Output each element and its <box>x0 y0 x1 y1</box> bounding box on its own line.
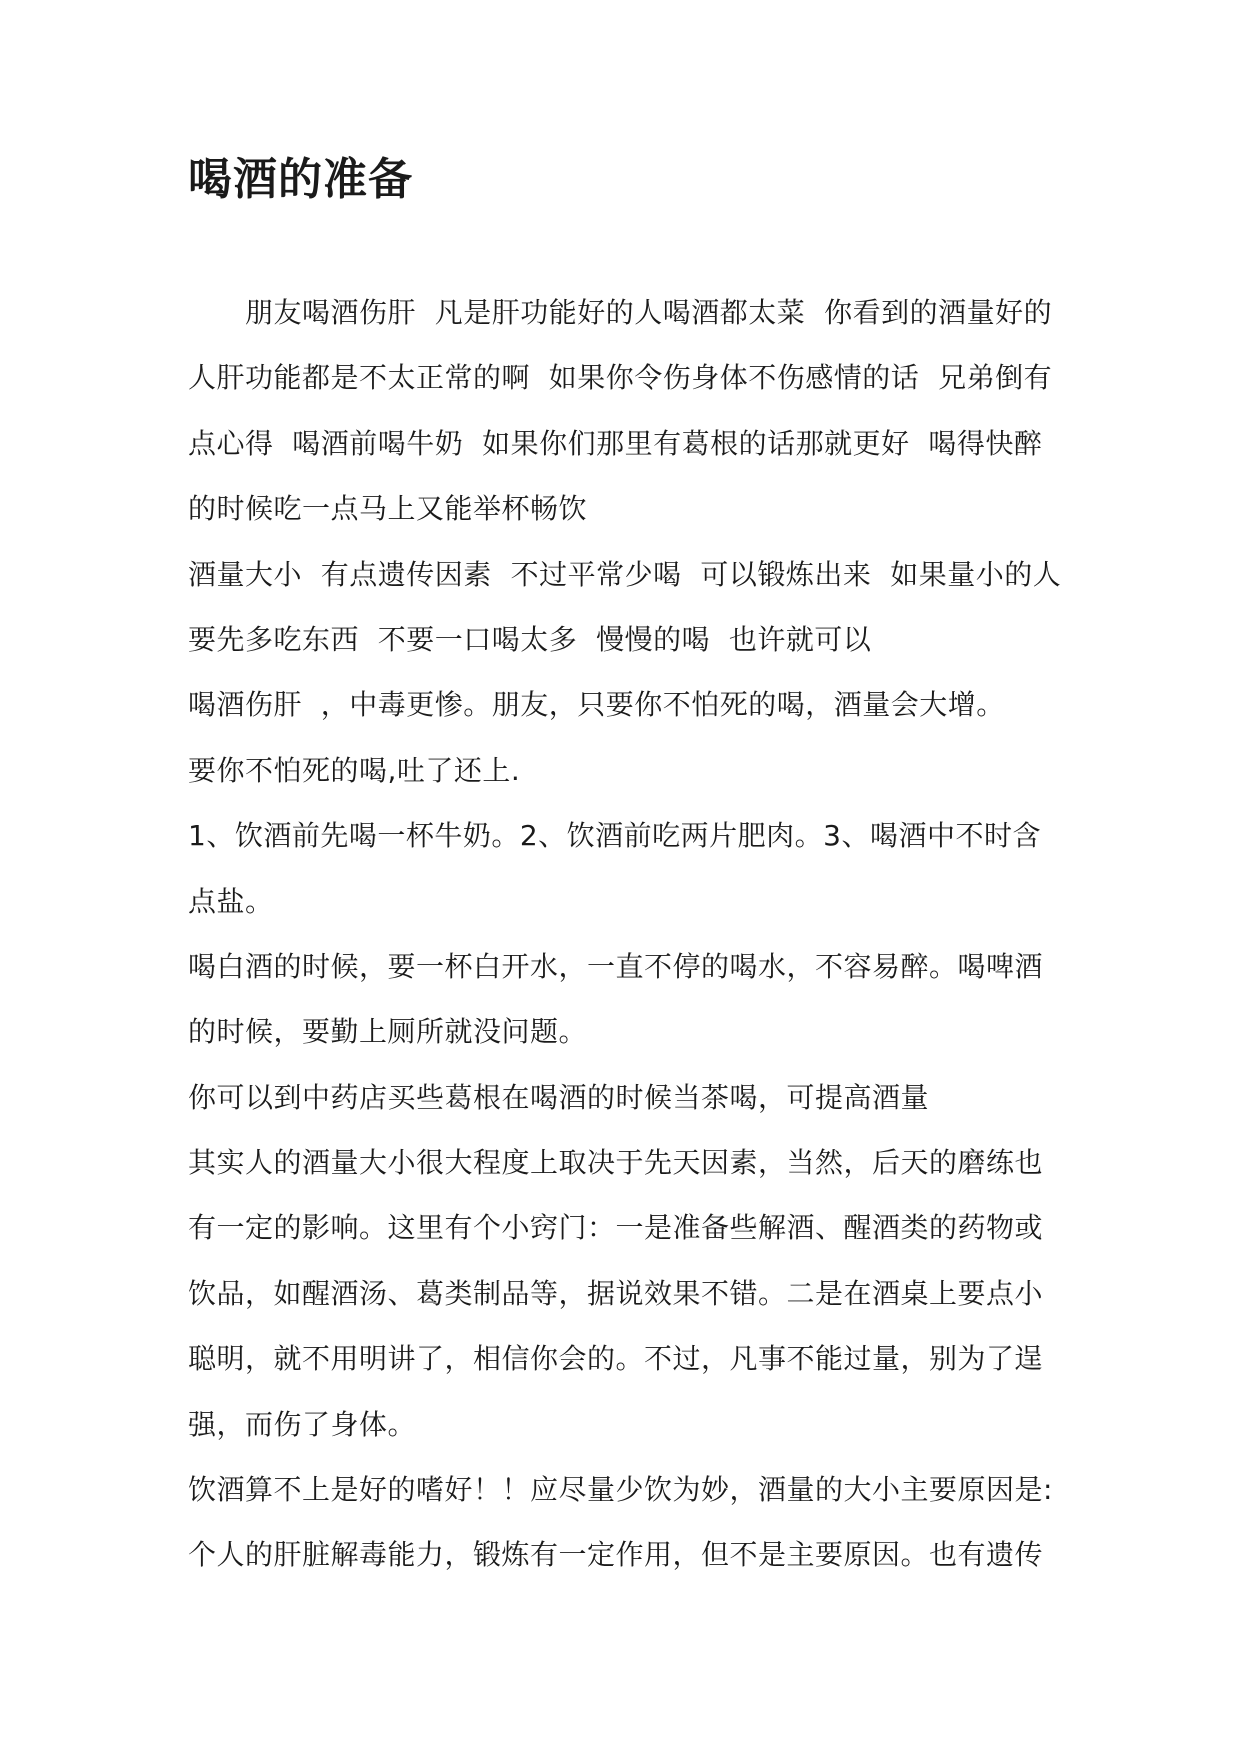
text-line: 要先多吃东西 不要一口喝太多 慢慢的喝 也许就可以 <box>188 622 872 656</box>
text-line: 强，而伤了身体。 <box>188 1407 417 1441</box>
text-line: 1、饮酒前先喝一杯牛奶。2、饮酒前吃两片肥肉。3、喝酒中不时含 <box>188 819 1041 853</box>
text-line: 饮品，如醒酒汤、葛类制品等，据说效果不错。二是在酒桌上要点小 <box>188 1276 1044 1310</box>
text-line: 个人的肝脏解毒能力，锻炼有一定作用，但不是主要原因。也有遗传 <box>188 1538 1044 1572</box>
document-body <box>188 280 1068 1588</box>
text-line: 的时候，要勤上厕所就没问题。 <box>188 1015 588 1049</box>
document-title: 喝酒的准备 <box>188 154 413 205</box>
text-line: 有一定的影响。这里有个小窍门：一是准备些解酒、醒酒类的药物或 <box>188 1211 1044 1245</box>
text-line: 要你不怕死的喝,吐了还上. <box>188 753 521 787</box>
text-line: 朋友喝酒伤肝 凡是肝功能好的人喝酒都太菜 你看到的酒量好的 <box>245 296 1053 329</box>
text-line: 聪明，就不用明讲了，相信你会的。不过，凡事不能过量，别为了逞 <box>188 1342 1044 1376</box>
text-line: 酒量大小 有点遗传因素 不过平常少喝 可以锻炼出来 如果量小的人 <box>188 557 1062 591</box>
text-line: 人肝功能都是不太正常的啊 如果你令伤身体不伤感情的话 兄弟倒有 <box>188 361 1053 395</box>
text-line: 点心得 喝酒前喝牛奶 如果你们那里有葛根的话那就更好 喝得快醉 <box>188 426 1043 460</box>
text-line: 的时候吃一点马上又能举杯畅饮 <box>188 492 588 526</box>
text-line: 饮酒算不上是好的嗜好！！应尽量少饮为妙，酒量的大小主要原因是: <box>188 1473 1053 1507</box>
text-line: 你可以到中药店买些葛根在喝酒的时候当茶喝，可提高酒量 <box>188 1080 930 1114</box>
text-line: 喝酒伤肝 ，中毒更惨。朋友，只要你不怕死的喝，酒量会大增。 <box>188 688 1005 722</box>
text-line: 喝白酒的时候，要一杯白开水，一直不停的喝水，不容易醉。喝啤酒 <box>188 949 1044 983</box>
text-line: 其实人的酒量大小很大程度上取决于先天因素，当然，后天的磨练也 <box>188 1146 1044 1180</box>
text-line: 点盐。 <box>188 884 274 918</box>
